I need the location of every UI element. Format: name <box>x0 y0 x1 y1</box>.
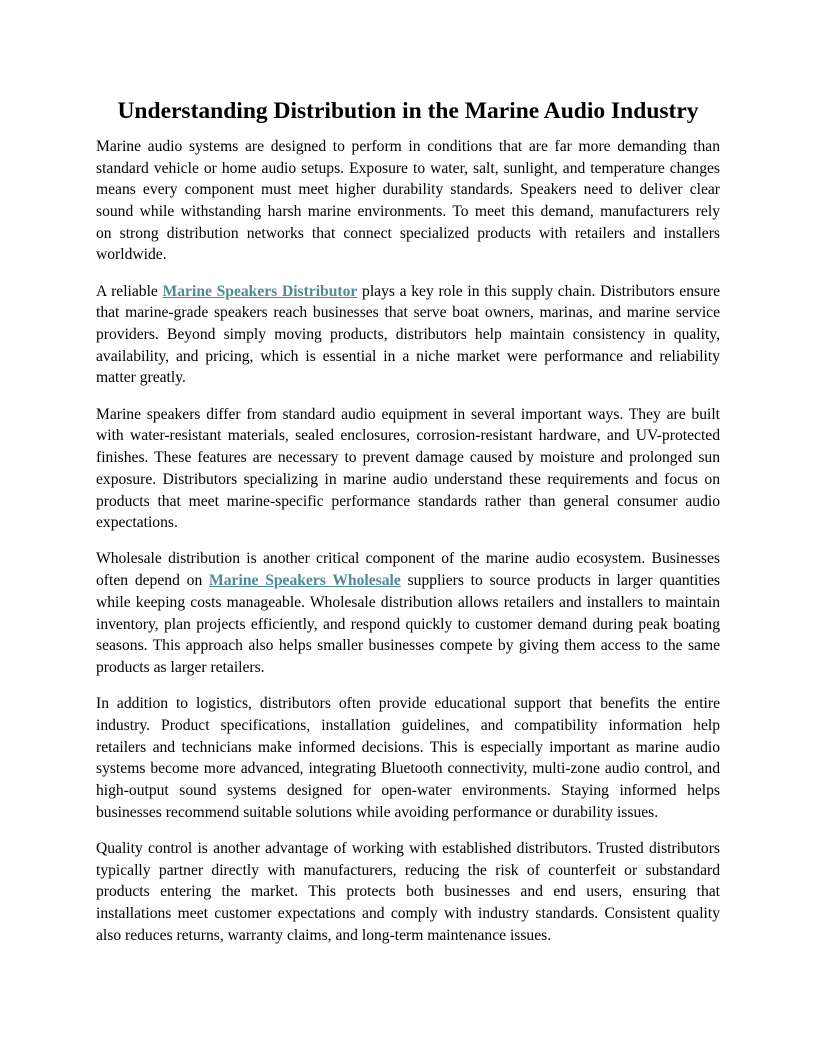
text-line: Marine audio systems are designed to perform in conditions that are far more demanding than <box>96 138 720 155</box>
text-line: means every component must meet higher durability standards. Speakers need to deliver clear <box>96 181 720 199</box>
text-line: high-output sound systems designed for open-water environments. Staying informed helps <box>96 781 720 799</box>
text-line: expectations. <box>96 514 178 532</box>
text-line: exposure. Distributors specializing in marine audio understand these requirements and focus on <box>96 470 720 488</box>
inline-link-marine-speakers-distributor[interactable]: Marine Speakers Distributor <box>162 282 358 300</box>
paragraph <box>96 281 720 389</box>
text-line: availability, and pricing, which is essential in a niche market were performance and reliability <box>96 347 720 365</box>
text-line: matter greatly. <box>96 369 186 387</box>
text-line: Quality control is another advantage of working with established distributors. Trusted distributors <box>96 839 720 857</box>
text-segment: often depend on <box>96 572 210 590</box>
text-line: while keeping costs manageable. Wholesale distribution allows retailers and installers to maintain <box>96 593 720 611</box>
text-line: installations meet customer expectations and comply with industry standards. Consistent quality <box>96 904 720 922</box>
text-segment: suppliers to source products in larger quantities <box>400 572 721 590</box>
text-line: Marine speakers differ from standard audio equipment in several important ways. They are built <box>96 405 720 423</box>
text-line: finishes. These features are necessary to prevent damage caused by moisture and prolonged sun <box>96 449 720 467</box>
text-line: In addition to logistics, distributors often provide educational support that benefits the entire <box>96 695 720 713</box>
article-body <box>96 136 720 961</box>
text-line: worldwide. <box>96 246 167 264</box>
text-line: providers. Beyond simply moving products, distributors help maintain consistency in quality, <box>96 326 720 344</box>
text-line: systems become more advanced, integrating Bluetooth connectivity, multi-zone audio control, and <box>96 760 720 778</box>
text-line: industry. Product specifications, installation guidelines, and compatibility information help <box>96 716 720 734</box>
text-line: products as larger retailers. <box>96 658 265 676</box>
text-line: seasons. This approach also helps smaller businesses compete by giving them access to the same <box>96 637 720 655</box>
text-line: typically partner directly with manufacturers, reducing the risk of counterfeit or substandard <box>96 861 720 879</box>
text-line: that marine-grade speakers reach businesses that serve boat owners, marinas, and marine service <box>96 304 720 322</box>
text-line <box>96 570 720 592</box>
paragraph <box>96 838 720 946</box>
text-line: products that meet marine-specific performance standards rather than general consumer audio <box>96 492 720 510</box>
paragraph <box>96 404 720 534</box>
paragraph <box>96 136 720 266</box>
text-line: also reduces returns, warranty claims, and long-term maintenance issues. <box>96 926 552 944</box>
inline-link-marine-speakers-wholesale[interactable]: Marine Speakers Wholesale <box>209 572 401 590</box>
text-segment: A reliable <box>96 282 163 300</box>
paragraph <box>96 548 720 678</box>
paragraph <box>96 693 720 823</box>
text-line: businesses recommend suitable solutions while avoiding performance or durability issues. <box>96 803 659 821</box>
text-line: standard vehicle or home audio setups. Exposure to water, salt, sunlight, and temperature changes <box>96 159 720 177</box>
text-line: products entering the market. This protects both businesses and end users, ensuring that <box>96 883 720 901</box>
text-line: retailers and technicians make informed decisions. This is especially important as marine audio <box>96 738 720 756</box>
text-line: Wholesale distribution is another critical component of the marine audio ecosystem. Businesses <box>96 550 720 568</box>
page-title: Understanding Distribution in the Marine Audio Industry <box>117 98 699 124</box>
text-segment: plays a key role in this supply chain. Distributors ensure <box>357 282 721 300</box>
text-line: inventory, plan projects efficiently, and respond quickly to customer demand during peak boating <box>96 615 720 633</box>
text-line <box>96 281 720 303</box>
text-line: sound while withstanding harsh marine environments. To meet this demand, manufacturers rely <box>96 203 720 221</box>
text-line: with water-resistant materials, sealed enclosures, corrosion-resistant hardware, and UV-protected <box>96 427 720 445</box>
text-line: on strong distribution networks that connect specialized products with retailers and installers <box>96 224 720 242</box>
